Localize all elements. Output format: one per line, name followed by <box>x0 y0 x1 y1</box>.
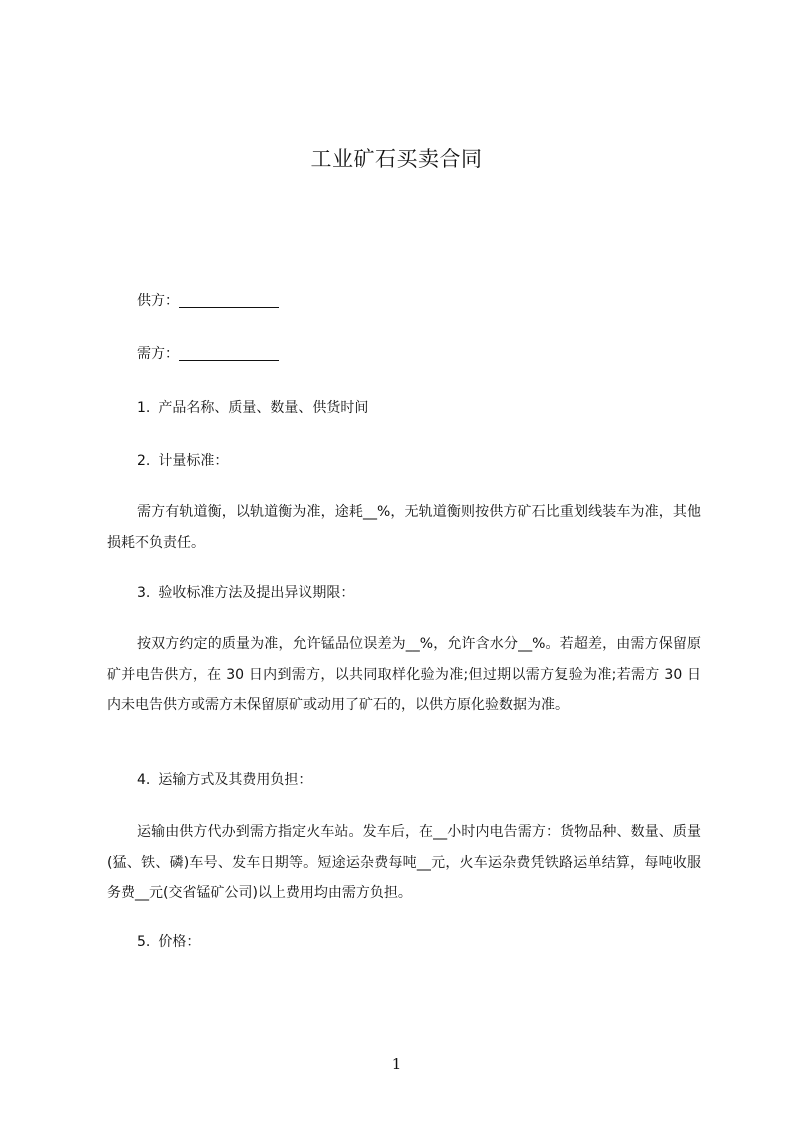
section-2-heading <box>137 451 228 471</box>
section-heading-text: 验收标准方法及提出异议期限： <box>158 585 355 601</box>
section-4-heading <box>137 770 312 790</box>
supplier-label: 供方： <box>137 293 179 309</box>
section-heading-text: 价格： <box>158 934 201 950</box>
section-3-heading <box>137 583 354 603</box>
section-5-heading <box>137 932 200 952</box>
section-heading-text: 产品名称、质量、数量、供货时间 <box>158 400 369 416</box>
document-title: 工业矿石买卖合同 <box>310 147 483 171</box>
section-2-body: 需方有轨道衡，以轨道衡为准，途耗__%，无轨道衡则按供方矿石比重划线装车为准，其他损耗不负责任。 <box>107 504 701 551</box>
page-number: 1 <box>391 1055 402 1073</box>
buyer-line <box>137 344 279 364</box>
section-1-heading <box>137 398 368 418</box>
section-number: 5. <box>137 934 151 950</box>
section-number: 4. <box>137 772 151 788</box>
section-heading-text: 计量标准： <box>158 453 229 469</box>
supplier-line <box>137 291 279 311</box>
section-number: 1. <box>137 400 151 416</box>
section-number: 2. <box>137 453 151 469</box>
section-number: 3. <box>137 585 151 601</box>
supplier-blank[interactable] <box>179 293 279 308</box>
buyer-label: 需方： <box>137 346 179 362</box>
section-4-body: 运输由供方代办到需方指定火车站。发车后，在__小时内电告需方：货物品种、数量、质量(猛、铁、磷)车号、发车日期等。短途运杂费每吨__元，火车运杂费凭铁路运单结算，每吨收服务费__元(交省锰矿公司)以上费用均由需方负担。 <box>107 824 701 901</box>
section-heading-text: 运输方式及其费用负担： <box>158 772 313 788</box>
section-3-body: 按双方约定的质量为准，允许锰品位误差为__%，允许含水分__%。若超差，由需方保留原矿并电告供方，在 30 日内到需方，以共同取样化验为准;但过期以需方复验为准;若需方 30 日内未电告供方或需方未保留原矿或动用了矿石的，以供方原化验数据为准。 <box>107 636 701 713</box>
buyer-blank[interactable] <box>179 346 279 361</box>
